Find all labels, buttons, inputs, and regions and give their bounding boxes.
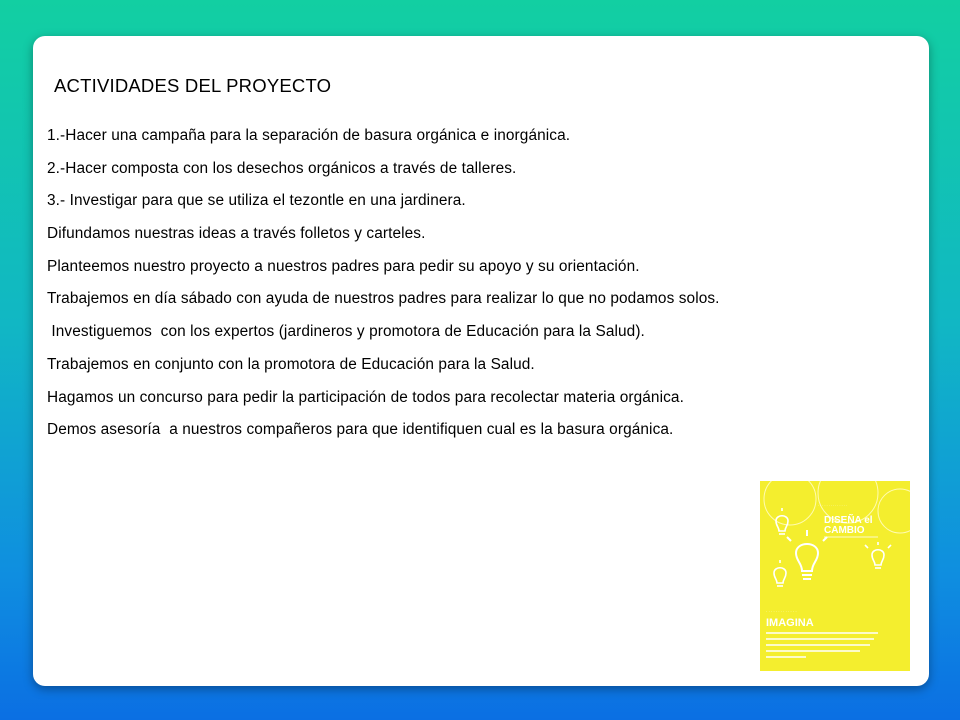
slide-card xyxy=(33,36,929,686)
poster-logo-line1: DISEÑA el xyxy=(824,515,873,526)
activity-item: Difundamos nuestras ideas a través folletos y carteles. xyxy=(47,225,426,243)
activity-item: Hagamos un concurso para pedir la participación de todos para recolectar materia orgánica. xyxy=(47,388,684,406)
svg-text:· · · · · · · · · · · · ·: · · · · · · · · · · · · · xyxy=(766,609,797,614)
activity-item: 3.- Investigar para que se utiliza el tezontle en una jardinera. xyxy=(47,192,466,210)
activity-item: Investiguemos con los expertos (jardineros y promotora de Educación para la Salud). xyxy=(47,323,645,341)
poster-graphic xyxy=(760,481,910,671)
activity-item: Trabajemos en día sábado con ayuda de nuestros padres para realizar lo que no podamos solos. xyxy=(47,290,720,308)
activity-item: Planteemos nuestro proyecto a nuestros padres para pedir su apoyo y su orientación. xyxy=(47,257,640,275)
activity-item: 2.-Hacer composta con los desechos orgánicos a través de talleres. xyxy=(47,159,517,177)
lightbulb-icon xyxy=(787,530,827,579)
activity-item: Demos asesoría a nuestros compañeros para que identifiquen cual es la basura orgánica. xyxy=(47,421,674,439)
poster-image xyxy=(760,481,910,671)
poster-logo-line2: CAMBIO xyxy=(824,525,865,536)
slide-title: ACTIVIDADES DEL PROYECTO xyxy=(54,75,332,96)
svg-text:· · · · · · · · · · · · · ·: · · · · · · · · · · · · · · xyxy=(818,504,847,508)
activity-list xyxy=(47,120,917,447)
poster-heading: IMAGINA xyxy=(766,617,814,629)
activity-item: 1.-Hacer una campaña para la separación de basura orgánica e inorgánica. xyxy=(47,127,571,144)
activity-item: Trabajemos en conjunto con la promotora de Educación para la Salud. xyxy=(47,355,535,373)
